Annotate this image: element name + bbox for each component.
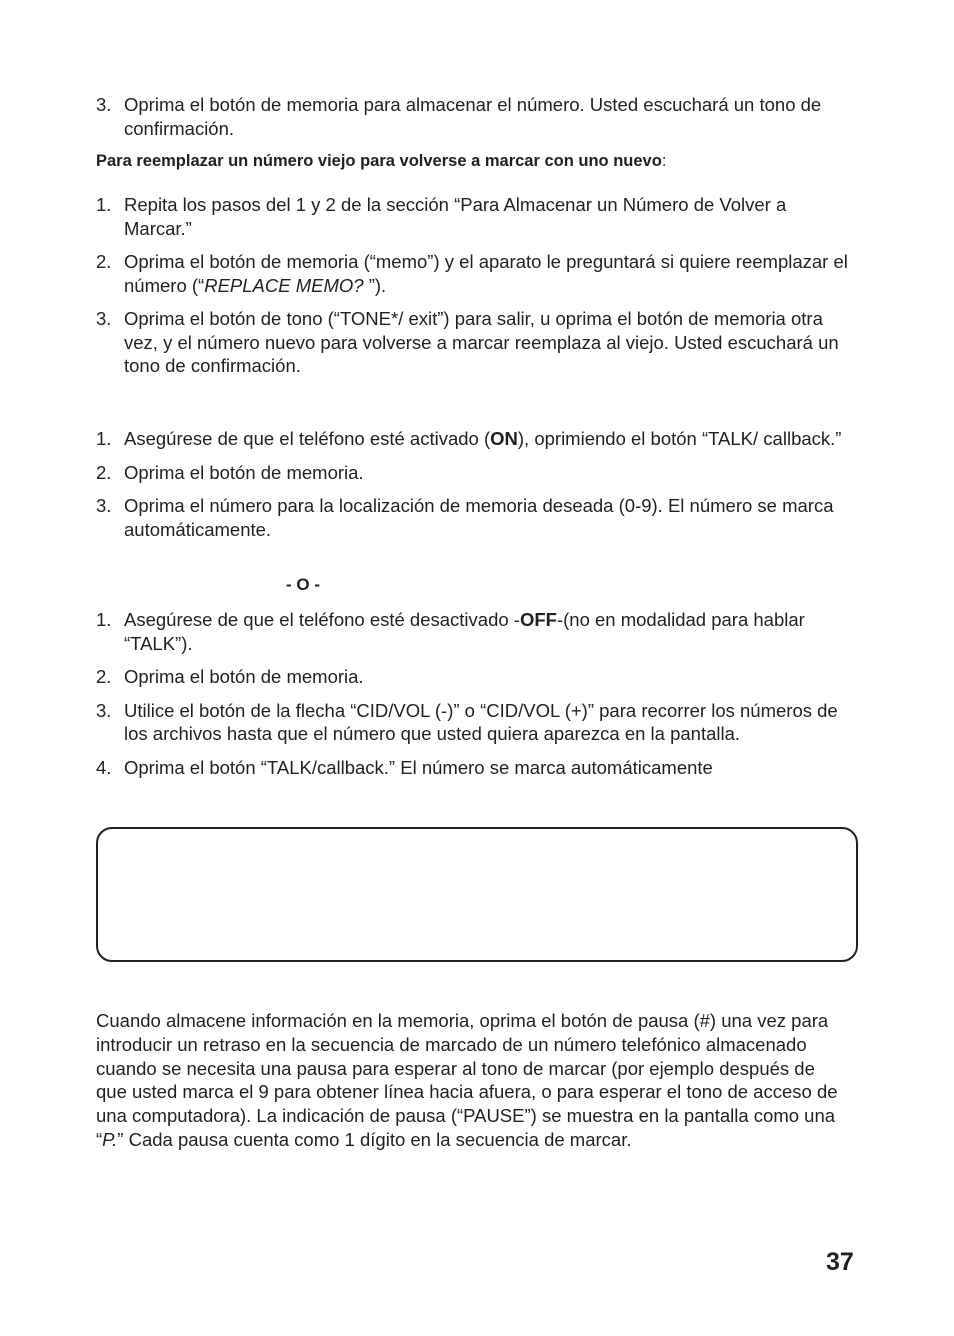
replace-heading-text: Para reemplazar un número viejo para volverse a marcar con uno nuevo bbox=[96, 152, 662, 170]
list-item bbox=[96, 93, 858, 140]
list-item bbox=[96, 250, 858, 297]
store-steps-list bbox=[96, 93, 858, 140]
step-text-start: Asegúrese de que el teléfono esté activado ( bbox=[124, 428, 491, 449]
list-item bbox=[96, 461, 858, 485]
list-item bbox=[96, 756, 858, 780]
pause-paragraph bbox=[96, 1009, 846, 1152]
step-number: 2. bbox=[96, 251, 112, 272]
step-text: Oprima el botón de memoria. bbox=[124, 666, 364, 687]
list-item bbox=[96, 699, 858, 746]
step-number: 3. bbox=[96, 94, 112, 115]
step-number: 3. bbox=[96, 495, 112, 516]
step-text-start: Asegúrese de que el teléfono esté desactivado - bbox=[124, 609, 520, 630]
list-item bbox=[96, 427, 858, 451]
step-text-start: Oprima el botón de memoria (“memo”) y el aparato le preguntará si quiere reemplazar el número (“ bbox=[124, 251, 848, 296]
step-text: Oprima el botón de memoria. bbox=[124, 461, 364, 483]
replace-memo-prompt: REPLACE MEMO? bbox=[204, 274, 364, 296]
replace-steps-list bbox=[96, 193, 858, 378]
step-number: 2. bbox=[96, 666, 112, 687]
step-text: Oprima el botón de tono (“TONE*/ exit”) para salir, u oprima el botón de memoria otra vez, y el número nuevo para volverse a marcar reemplaza al viejo. Usted escuchará un tono de confirmación. bbox=[124, 308, 839, 376]
step-number: 1. bbox=[96, 428, 112, 449]
step-number: 2. bbox=[96, 461, 112, 483]
step-number: 4. bbox=[96, 756, 112, 778]
replace-heading bbox=[96, 150, 666, 172]
step-text-end: ), oprimiendo el botón “TALK/ callback.” bbox=[517, 428, 842, 449]
step-number: 3. bbox=[96, 699, 112, 721]
list-item bbox=[96, 193, 858, 240]
step-text: Utilice el botón de la flecha “CID/VOL (-)” o “CID/VOL (+)” para recorrer los números de los archivos hasta que el número que usted quiera aparezca en la pantalla. bbox=[124, 699, 838, 744]
step-text-end: ”). bbox=[363, 274, 387, 296]
note-box bbox=[96, 827, 858, 962]
list-item bbox=[96, 665, 858, 689]
pause-text-end: ” Cada pausa cuenta como 1 dígito en la secuencia de marcar. bbox=[117, 1128, 632, 1150]
dial-off-steps-list bbox=[96, 608, 858, 779]
pause-symbol: P. bbox=[102, 1128, 118, 1150]
off-label: OFF bbox=[519, 609, 557, 630]
step-text: Oprima el botón de memoria para almacenar el número. Usted escuchará un tono de confirmación. bbox=[124, 94, 822, 139]
list-item bbox=[96, 307, 858, 378]
list-item bbox=[96, 608, 858, 655]
step-number: 3. bbox=[96, 308, 112, 329]
step-text: Oprima el botón “TALK/callback.” El número se marca automáticamente bbox=[124, 756, 713, 778]
on-label: ON bbox=[490, 428, 518, 449]
or-separator: - O - bbox=[286, 575, 320, 594]
step-text: Repita los pasos del 1 y 2 de la sección “Para Almacenar un Número de Volver a Marcar.” bbox=[124, 194, 787, 239]
list-item bbox=[96, 494, 858, 541]
replace-heading-colon: : bbox=[661, 152, 667, 170]
step-number: 1. bbox=[96, 194, 112, 215]
dial-on-steps-list bbox=[96, 427, 858, 541]
pause-text-start: Cuando almacene información en la memoria, oprima el botón de pausa (#) una vez para introducir un retraso en la secuencia de marcado de un número telefónico almacenado cuando se necesita una pausa para esperar al tono de marcar (por ejemplo después de que usted marca el 9 para obtener línea hacia afuera, o para esperar el tono de acceso de una computadora). La indicación de pausa (“PAUSE”) se muestra en la pantalla como una “ bbox=[96, 1010, 838, 1150]
step-text-end: -(no en modalidad para hablar “TALK”). bbox=[124, 609, 805, 654]
step-text: Oprima el número para la localización de memoria deseada (0-9). El número se marca automáticamente. bbox=[124, 495, 834, 540]
page-number: 37 bbox=[826, 1248, 854, 1276]
step-number: 1. bbox=[96, 609, 112, 630]
